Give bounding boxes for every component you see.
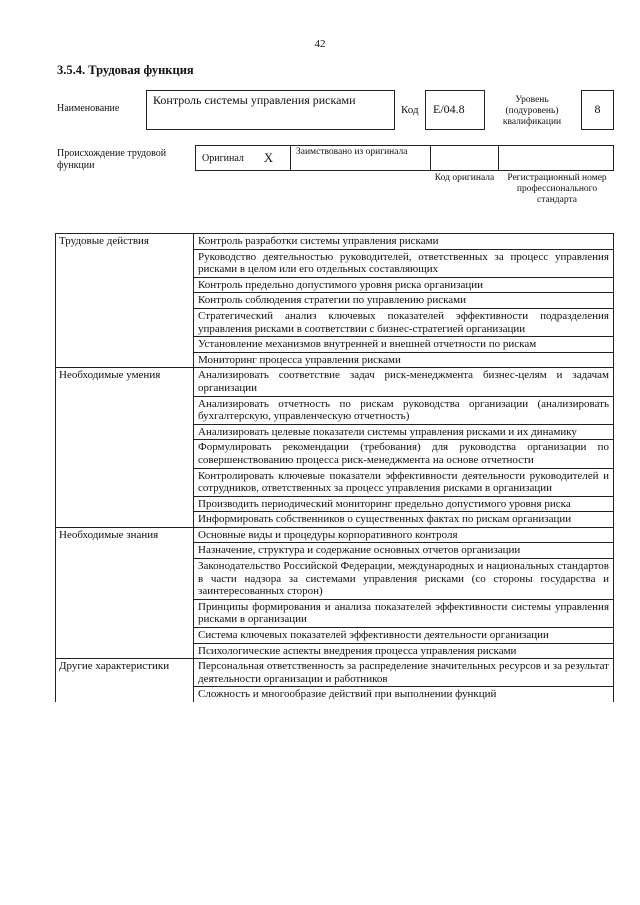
category-required-knowledge: Необходимые знания <box>56 527 194 658</box>
original-cell <box>195 145 291 171</box>
list-item: Анализировать целевые показатели системы управления рисками и их динамику <box>194 424 614 440</box>
list-item: Принципы формирования и анализа показателей эффективности системы управления рисками в организации <box>194 599 614 627</box>
section-title: 3.5.4. Трудовая функция <box>57 63 194 77</box>
code-original-label: Код оригинала <box>434 173 495 183</box>
list-item: Система ключевых показателей эффективности деятельности организации <box>194 628 614 644</box>
category-other-characteristics: Другие характеристики <box>56 659 194 702</box>
list-item: Анализировать отчетность по рискам руководства организации (анализировать бухгалтерскую, управленческую отчетность) <box>194 396 614 424</box>
function-table <box>55 233 614 702</box>
category-required-skills: Необходимые умения <box>56 368 194 528</box>
reg-number-cell <box>498 145 614 171</box>
list-item: Руководство деятельностью руководителей, ответственных за процесс управления рисками в целом или его отдельных составляющих <box>194 249 614 277</box>
level-value: 8 <box>594 102 601 116</box>
name-label: Наименование <box>57 103 120 114</box>
code-value: E/04.8 <box>433 102 465 116</box>
table-row <box>56 234 614 250</box>
origin-label: Происхождение трудовой функции <box>57 148 167 171</box>
table-row <box>56 527 614 543</box>
borrowed-label: Заимствовано из оригинала <box>296 147 408 157</box>
list-item: Законодательство Российской Федерации, международных и национальных стандартов в части надзора за системами управления рисками (со стороны государства и заинтересованных сторон) <box>194 559 614 600</box>
list-item: Контроль предельно допустимого уровня риска организации <box>194 277 614 293</box>
list-item: Анализировать соответствие задач риск-менеджмента бизнес-целям и задачам организации <box>194 368 614 396</box>
list-item: Контроль соблюдения стратегии по управлению рисками <box>194 293 614 309</box>
level-label: Уровень (подуровень) квалификации <box>502 95 562 127</box>
reg-number-label: Регистрационный номер профессионального стандарта <box>507 173 607 205</box>
list-item: Установление механизмов внутренней и внешней отчетности по рискам <box>194 337 614 353</box>
list-item: Мониторинг процесса управления рисками <box>194 352 614 368</box>
list-item: Персональная ответственность за распределение значительных ресурсов и за результат деятельности организации и работников <box>194 659 614 687</box>
original-label: Оригинал <box>202 153 244 164</box>
table-row <box>56 659 614 687</box>
list-item: Формулировать рекомендации (требования) для руководства организации по совершенствованию процесса риск-менеджмента на основе отчетности <box>194 440 614 468</box>
code-field <box>425 90 485 130</box>
list-item: Психологические аспекты внедрения процесса управления рисками <box>194 643 614 659</box>
list-item: Контролировать ключевые показатели эффективности деятельности руководителей и сотрудников, ответственных за процесс управления рисками в организации <box>194 468 614 496</box>
function-name-field <box>146 90 395 130</box>
category-labor-actions: Трудовые действия <box>56 234 194 368</box>
original-mark: X <box>264 151 274 165</box>
list-item: Сложность и многообразие действий при выполнении функций <box>194 687 614 702</box>
list-item: Производить периодический мониторинг предельно допустимого уровня риска <box>194 496 614 512</box>
table-row <box>56 368 614 396</box>
code-original-cell <box>430 145 499 171</box>
code-label: Код <box>401 104 419 116</box>
list-item: Информировать собственников о существенных фактах по рискам организации <box>194 512 614 528</box>
list-item: Стратегический анализ ключевых показателей эффективности подразделения управления рисками в соответствии с бизнес-стратегией организации <box>194 308 614 336</box>
page-number: 42 <box>314 38 326 50</box>
list-item: Назначение, структура и содержание основных отчетов организации <box>194 543 614 559</box>
list-item: Контроль разработки системы управления рисками <box>194 234 614 250</box>
borrowed-cell <box>290 145 431 171</box>
function-name-value: Контроль системы управления рисками <box>153 93 356 107</box>
list-item: Основные виды и процедуры корпоративного контроля <box>194 527 614 543</box>
level-field <box>581 90 614 130</box>
